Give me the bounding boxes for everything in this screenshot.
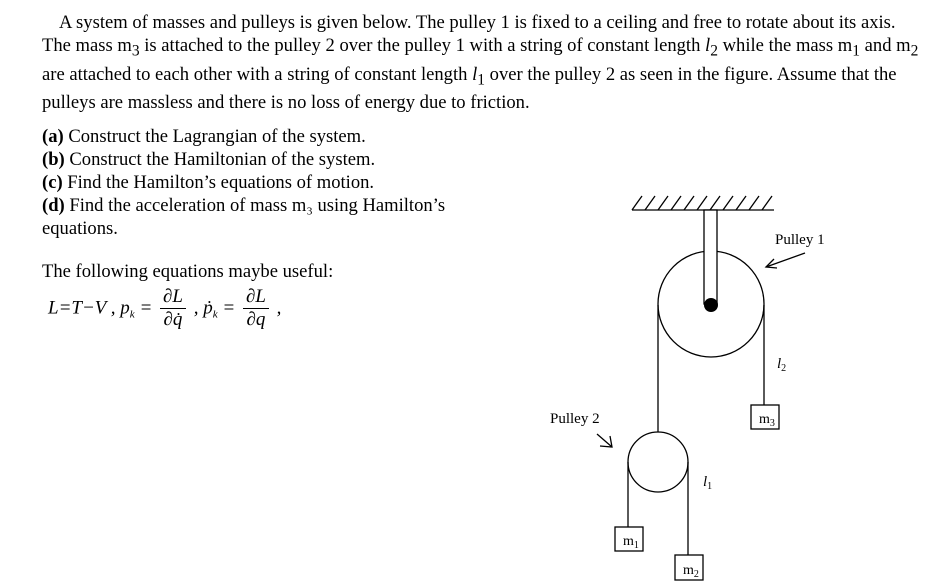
pulley-1-label: Pulley 1 [775, 232, 825, 248]
pulley-1-axle [704, 298, 718, 312]
part-b: (b) Construct the Hamiltonian of the system. [42, 149, 376, 170]
l2-label: $l_2$ [777, 356, 787, 374]
useful-heading: The following equations maybe useful: [42, 261, 334, 282]
part-c: (c) Find the Hamilton’s equations of motion. [42, 172, 375, 193]
m2-label: $m_2$ [683, 563, 699, 580]
equations: L=T−V , $p_k$ = $\frac{\partial L}{\partial q̇}$ , ṗ$_k$ = $\frac{\partial L}{\partial q}$ , [48, 286, 282, 330]
m3-label: $m_3$ [759, 412, 775, 429]
part-a: (a) Construct the Lagrangian of the system. [42, 126, 366, 147]
pulley-1-hanger [704, 210, 717, 304]
pulley-2-arrow [597, 434, 612, 447]
pulley-1-arrow [766, 253, 805, 268]
ceiling [632, 196, 774, 210]
m1-label: $m_1$ [623, 534, 639, 551]
l1-label: $l_1$ [703, 474, 713, 492]
pulley-2 [628, 432, 688, 492]
part-d: (d) Find the acceleration of mass m₃ using Hamilton’s equations. [42, 195, 446, 239]
problem-statement: A system of masses and pulleys is given below. The pulley 1 is fixed to a ceiling and free to rotate about its axis. The mass $m_3$ is attached to the pulley 2 over the pulley 1 with a string of constant length $l_2$ while the mass $m_1$ and $m_2$ are attached to each other with a string of constant length $l_1$ over the pulley 2 as seen in the figure. Assume that the pulleys are massless and there is no loss of energy due to friction. [42, 12, 919, 114]
pulley-2-label: Pulley 2 [550, 411, 600, 427]
